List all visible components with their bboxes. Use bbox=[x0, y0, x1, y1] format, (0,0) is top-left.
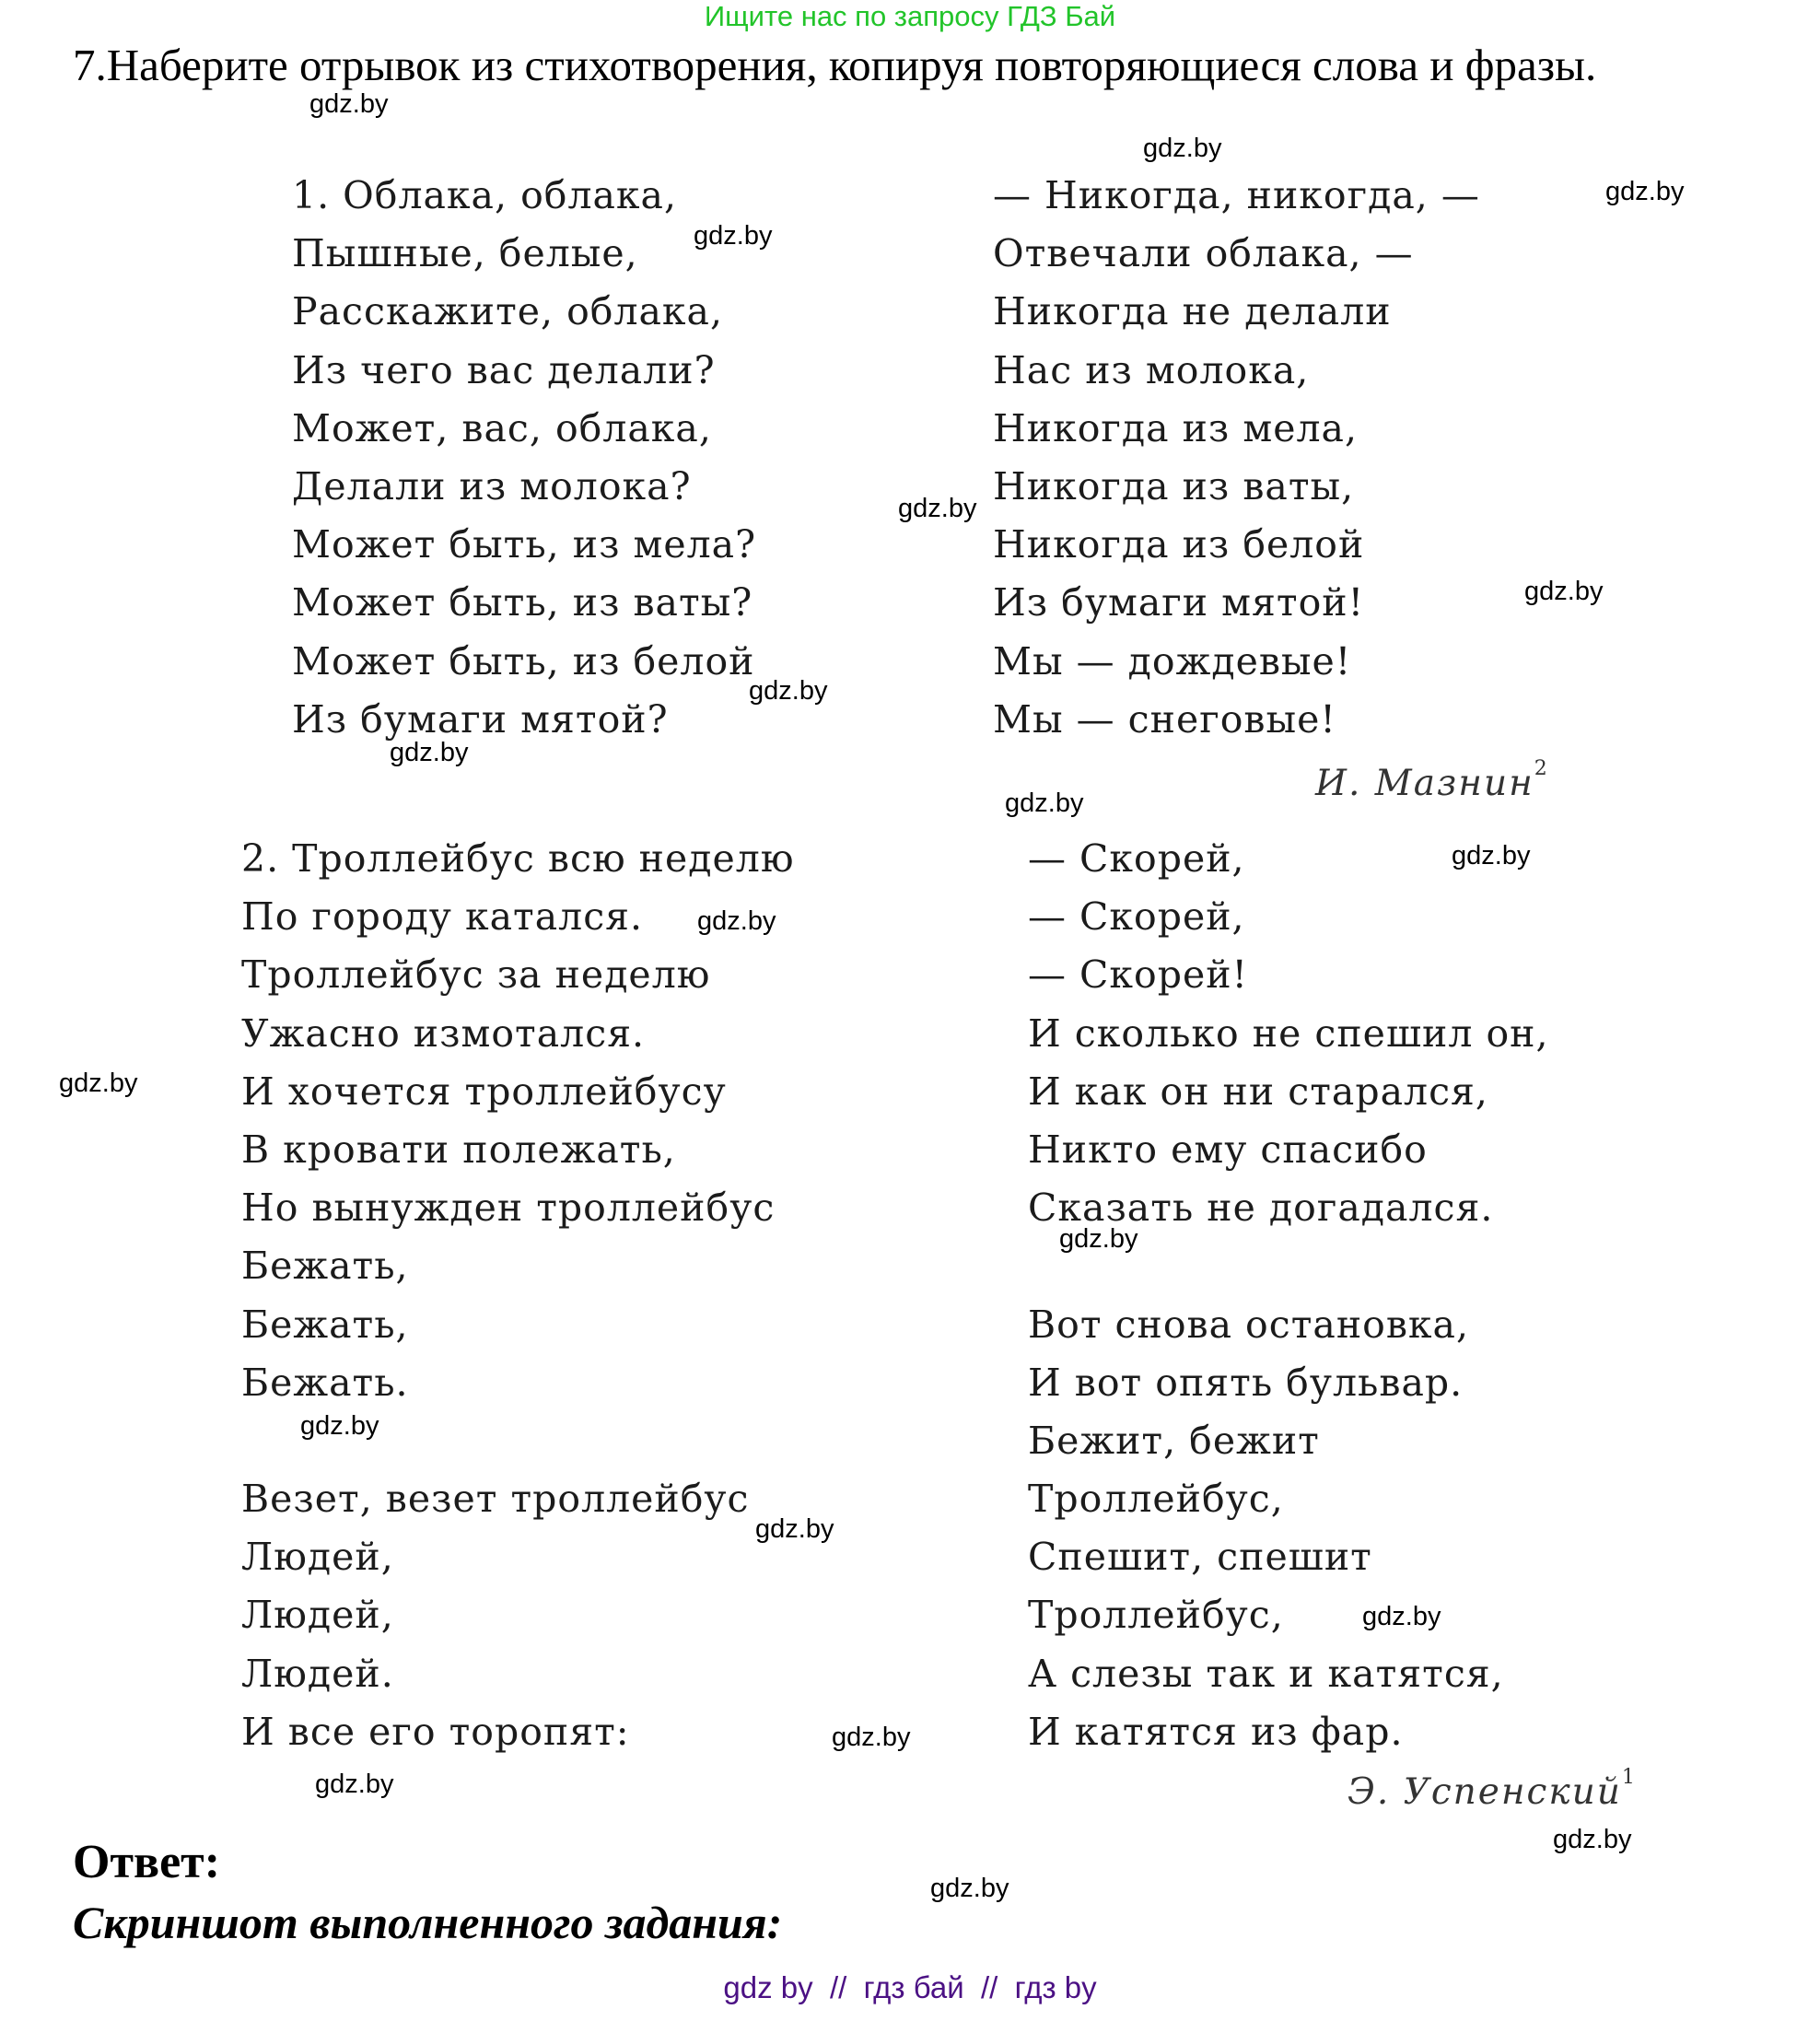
watermark: gdz.by bbox=[1605, 177, 1685, 206]
poem-line: Нас из молока, bbox=[993, 347, 1310, 392]
watermark: gdz.by bbox=[832, 1723, 911, 1752]
watermark: gdz.by bbox=[749, 676, 828, 706]
poem-line: Сказать не догадался. bbox=[1028, 1186, 1494, 1231]
poem-line: Может быть, из мела? bbox=[292, 522, 757, 567]
poem-line: Расскажите, облака, bbox=[292, 289, 724, 334]
poem2-author-name: Э. Успенский bbox=[1348, 1771, 1622, 1813]
watermark: gdz.by bbox=[930, 1874, 1009, 1903]
poem-line: А слезы так и катятся, bbox=[1028, 1651, 1504, 1696]
poem-line: — Скорей, bbox=[1028, 836, 1245, 881]
poem-line: И все его торопят: bbox=[241, 1709, 630, 1754]
poem-line: Никогда из ваты, bbox=[993, 463, 1355, 508]
poem1-footnote-marker: 2 bbox=[1534, 757, 1547, 780]
screenshot-label: Скриншот выполненного задания: bbox=[73, 1897, 783, 1948]
watermark: gdz.by bbox=[309, 89, 389, 119]
poem2-left-column bbox=[241, 830, 795, 1761]
poem-line: Бежать. bbox=[241, 1360, 409, 1405]
poem-line: Людей. bbox=[241, 1651, 394, 1696]
watermark: gdz.by bbox=[1524, 577, 1604, 606]
poem-line: Мы — снеговые! bbox=[993, 696, 1336, 742]
poem-line: И катятся из фар. bbox=[1028, 1709, 1404, 1754]
poem1-author bbox=[1315, 757, 1547, 804]
poem-line: Может быть, из белой bbox=[292, 638, 755, 683]
poem1-author-name: И. Мазнин bbox=[1315, 763, 1534, 804]
poem2-right-column bbox=[1028, 830, 1549, 1761]
poem-line: Везет, везет троллейбус bbox=[241, 1477, 750, 1522]
poem-line: Бежать, bbox=[241, 1302, 409, 1347]
poem-line: Троллейбус, bbox=[1028, 1593, 1284, 1638]
watermark: gdz.by bbox=[1452, 841, 1531, 870]
poem-line: И как он ни старался, bbox=[1028, 1069, 1488, 1114]
watermark: gdz.by bbox=[390, 738, 469, 767]
poem-line: Может быть, из ваты? bbox=[292, 580, 753, 625]
poem-line: Никогда из мела, bbox=[993, 405, 1358, 450]
poem-line: По городу катался. bbox=[241, 894, 644, 940]
banner-text: Ищите нас по запросу ГДЗ Бай bbox=[704, 0, 1116, 32]
poem-line: Вот снова остановка, bbox=[1028, 1302, 1470, 1347]
poem-line: И хочется троллейбусу bbox=[241, 1069, 727, 1114]
watermark: gdz.by bbox=[315, 1770, 394, 1799]
watermark: gdz.by bbox=[1005, 789, 1084, 818]
footer-text: gdz by // гдз бай // гдз by bbox=[723, 1970, 1097, 2004]
poem-line: — Никогда, никогда, — bbox=[993, 173, 1480, 217]
poem-line: Отвечали облака, — bbox=[993, 231, 1414, 276]
poem-line: Мы — дождевые! bbox=[993, 638, 1352, 683]
poem-line: Никогда не делали bbox=[993, 289, 1392, 334]
poem-line: Из чего вас делали? bbox=[292, 347, 716, 392]
poem-line: Троллейбус, bbox=[1028, 1477, 1284, 1522]
poem-line: Но вынужден троллейбус bbox=[241, 1186, 776, 1231]
poem-line: Бежать, bbox=[241, 1244, 409, 1289]
watermark: gdz.by bbox=[697, 906, 776, 936]
task-title bbox=[18, 35, 1796, 96]
poem-line: Может, вас, облака, bbox=[292, 405, 712, 450]
poem-line: Пышные, белые, bbox=[292, 231, 638, 276]
poem-line: Из бумаги мятой? bbox=[292, 696, 669, 742]
watermark: gdz.by bbox=[755, 1514, 834, 1544]
poem2-footnote-marker: 1 bbox=[1621, 1766, 1635, 1789]
poem-line: 2. Троллейбус всю неделю bbox=[241, 836, 795, 881]
watermark: gdz.by bbox=[1553, 1825, 1632, 1854]
watermark: gdz.by bbox=[59, 1069, 138, 1098]
watermark: gdz.by bbox=[694, 221, 773, 251]
watermark: gdz.by bbox=[1362, 1602, 1441, 1631]
poem-line: Троллейбус за неделю bbox=[241, 952, 711, 998]
poem-line: Людей, bbox=[241, 1535, 394, 1580]
poem2-author bbox=[1348, 1766, 1635, 1813]
watermark: gdz.by bbox=[1143, 134, 1222, 163]
poem-line: Спешит, спешит bbox=[1028, 1535, 1372, 1580]
footer-links bbox=[0, 1970, 1820, 2005]
poem-line: Из бумаги мятой! bbox=[993, 580, 1365, 625]
poem-line: Бежит, бежит bbox=[1028, 1418, 1320, 1463]
poem-line: Ужасно измотался. bbox=[241, 1010, 646, 1056]
search-banner bbox=[0, 0, 1820, 33]
watermark: gdz.by bbox=[1059, 1224, 1138, 1254]
poem1-left-column bbox=[292, 167, 756, 749]
poem-line: В кровати полежать, bbox=[241, 1127, 676, 1172]
poem-line: Людей, bbox=[241, 1593, 394, 1638]
poem-line: — Скорей! bbox=[1028, 952, 1249, 998]
poem-line: Никогда из белой bbox=[993, 522, 1365, 567]
watermark: gdz.by bbox=[300, 1411, 379, 1441]
poem-line: И вот опять бульвар. bbox=[1028, 1360, 1464, 1405]
poem-line: Никто ему спасибо bbox=[1028, 1127, 1428, 1172]
poem-line: Делали из молока? bbox=[292, 463, 692, 508]
poem-line: 1. Облака, облака, bbox=[292, 173, 678, 217]
watermark: gdz.by bbox=[898, 494, 977, 523]
answer-label: Ответ: bbox=[73, 1836, 221, 1888]
poem-line: И сколько не спешил он, bbox=[1028, 1010, 1549, 1056]
task-title-text: 7.Наберите отрывок из стихотворения, копируя повторяющиеся слова и фразы. bbox=[73, 40, 1597, 90]
poem-line: — Скорей, bbox=[1028, 894, 1245, 940]
poem1-right-column bbox=[993, 167, 1480, 749]
